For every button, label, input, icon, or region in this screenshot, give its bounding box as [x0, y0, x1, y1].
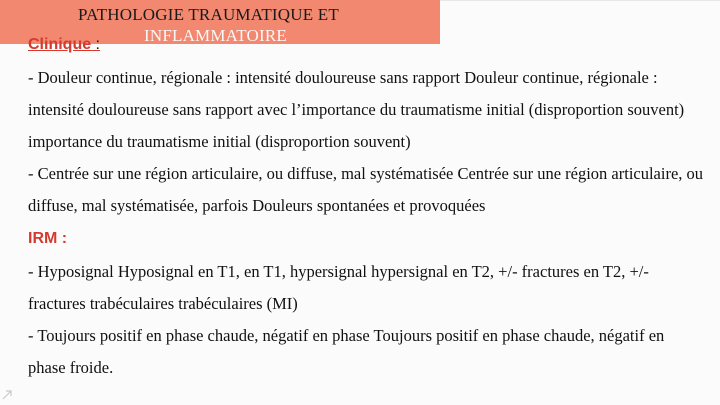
clinique-heading [28, 36, 100, 54]
clinique-item-2: - Centrée sur une région articulaire, ou diffuse, mal systématisée Centrée sur une région articulaire, ou diffuse, mal systématisée, parfois Douleurs spontanées et provoquées [28, 164, 704, 215]
clinique-heading-label: Clinique [28, 36, 92, 53]
irm-item-1: - Hyposignal Hyposignal en T1, en T1, hypersignal hypersignal en T2, +/- fractures en T2, +/- fractures trabéculaires trabéculaires (MI) [28, 262, 649, 313]
irm-heading: IRM : [28, 230, 68, 247]
slide-title-line2: INFLAMMATOIRE [144, 26, 288, 45]
slide-title-line1: PATHOLOGIE TRAUMATIQUE ET [78, 5, 339, 24]
clinique-heading-colon: : [91, 36, 100, 53]
clinique-item-1: - Douleur continue, régionale : intensité douloureuse sans rapport Douleur continue, régionale : intensité douloureuse sans rapport avec l’importance du traumatisme initial (disproportion souvent) importance du traumatisme initial (disproportion souvent) [28, 68, 685, 151]
corner-arrow-icon [2, 390, 12, 400]
irm-item-2: - Toujours positif en phase chaude, négatif en phase Toujours positif en phase chaude, négatif en phase froide. [28, 326, 665, 377]
